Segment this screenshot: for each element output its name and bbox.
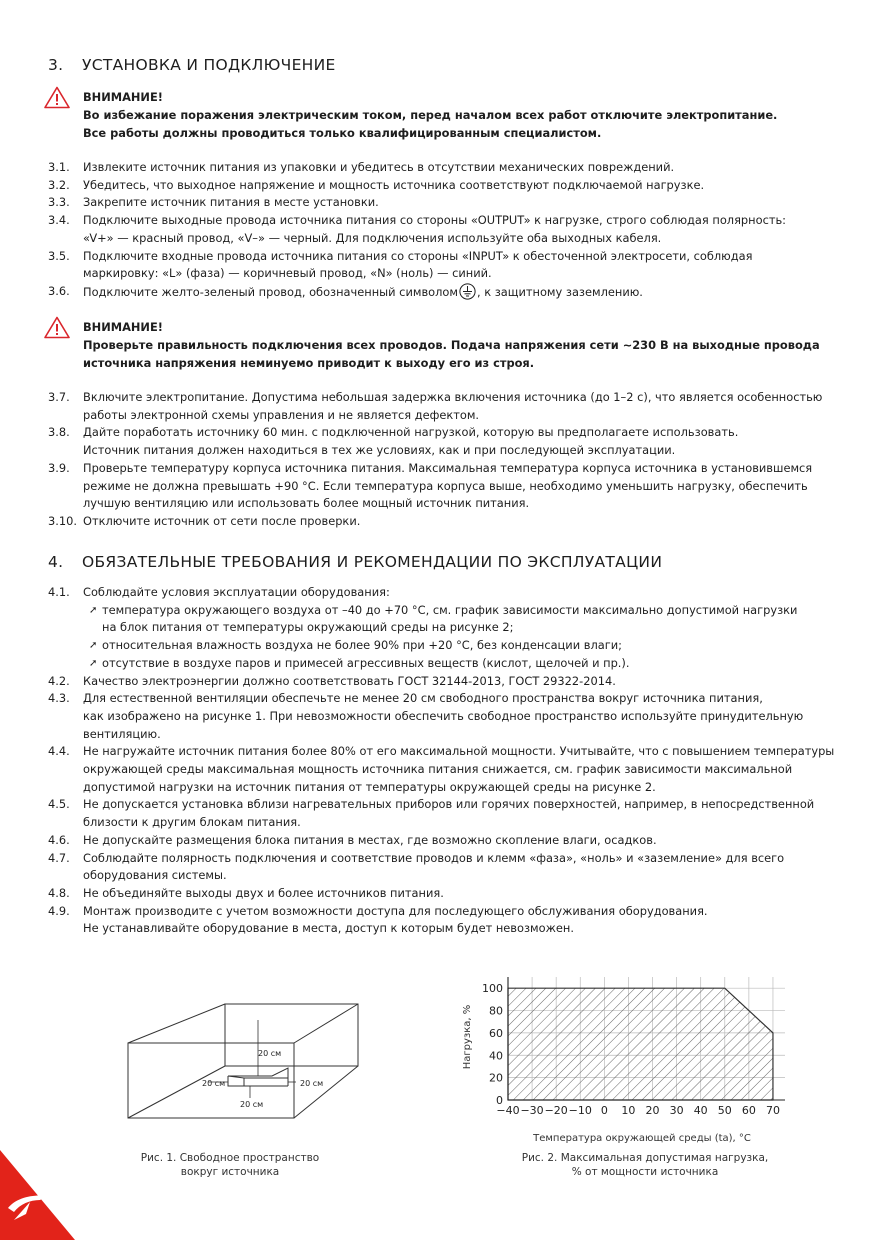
figure-1-diagram bbox=[120, 998, 370, 1128]
chart-y-label: Нагрузка, % bbox=[462, 1004, 473, 1070]
list-item: 3.7. Включите электропитание. Допустима небольшая задержка включения источника (до 1–2 с), что является особенностью работы электронной схемы управления и не является дефектом. bbox=[48, 390, 823, 422]
list-item: 3.9. Проверьте температуру корпуса источника питания. Максимальная температура корпуса источника в установившемся режиме не должна превышать +90 °C. Если температура корпуса выше, необходимо уменьшить нагрузку, обеспечить лучшую вентиляцию или использовать более мощный источник питания. bbox=[48, 460, 813, 511]
warning-triangle-icon bbox=[44, 316, 70, 339]
list-item: 3.8. Дайте поработать источнику 60 мин. с подключенной нагрузкой, которую вы предполагаете использовать. Источник питания должен находиться в тех же условиях, как и при последующей эксплуатации. bbox=[48, 425, 739, 458]
figure-1-label-top: 20 см bbox=[258, 1049, 282, 1058]
section-3-number: 3. bbox=[48, 56, 64, 74]
section-3-list-b bbox=[48, 389, 848, 531]
list-item: 3.6. Подключите желто-зеленый провод, обозначенный символом , к защитному заземлению. bbox=[48, 283, 643, 299]
x-tick-label: −30 bbox=[520, 1104, 544, 1117]
list-item: 4.2. Качество электроэнергии должно соответствовать ГОСТ 32144-2013, ГОСТ 29322-2014. bbox=[48, 673, 616, 688]
arrow-bullet-icon: ➚ bbox=[89, 604, 98, 616]
figure-2-chart bbox=[440, 965, 800, 1145]
figure-1-label-right: 20 см bbox=[300, 1079, 324, 1088]
list-item: 3.4. Подключите выходные провода источника питания со стороны «OUTPUT» к нагрузке, строго соблюдая полярность: «V+» — красный провод, «V–» — черный. Для подключения используйте оба выходных кабеля. bbox=[48, 213, 787, 245]
section-3-title bbox=[48, 56, 336, 74]
list-item: 4.4. Не нагружайте источник питания более 80% от его максимальной мощности. Учитывайте, что с повышением температуры окружающей среды максимальная мощность источника питания снижается, см. график зависимости максимальной допустимой нагрузки на источник питания от температуры окружающей среды на рисунке 2. bbox=[48, 744, 835, 794]
figure-1-caption: Рис. 1. Свободное пространство вокруг источника bbox=[140, 1152, 320, 1178]
section-3-list-a bbox=[48, 159, 848, 302]
list-item: 3.3. Закрепите источник питания в месте установки. bbox=[48, 195, 379, 210]
list-item: 4.6. Не допускайте размещения блока питания в местах, где возможно скопление влаги, осадков. bbox=[48, 832, 657, 847]
x-tick-label: −10 bbox=[568, 1104, 592, 1117]
x-tick-label: 60 bbox=[741, 1104, 756, 1117]
section-3-heading: УСТАНОВКА И ПОДКЛЮЧЕНИЕ bbox=[82, 56, 336, 74]
figure-1-label-left: 20 см bbox=[202, 1079, 226, 1088]
warning-block-2 bbox=[44, 318, 844, 372]
chart-x-ticks bbox=[496, 1104, 780, 1117]
list-item: 3.2. Убедитесь, что выходное напряжение и мощность источника соответствуют подключаемой нагрузке. bbox=[48, 177, 705, 192]
y-tick-label: 40 bbox=[489, 1049, 503, 1063]
list-item: 4.3. Для естественной вентиляции обеспечьте не менее 20 см свободного пространства вокруг источника питания, как изображено на рисунке 1. При невозможности обеспечить свободное пространство используйте принудительную вентиляцию. bbox=[48, 691, 804, 741]
brand-logo-icon bbox=[0, 1150, 80, 1240]
chart-x-label: Температура окружающей среды (ta), °C bbox=[533, 1133, 751, 1144]
warning-1-heading: ВНИМАНИЕ! bbox=[83, 90, 163, 104]
y-tick-label: 80 bbox=[489, 1004, 503, 1018]
x-tick-label: 70 bbox=[765, 1104, 780, 1117]
x-tick-label: 50 bbox=[717, 1104, 732, 1117]
arrow-bullet-icon: ➚ bbox=[89, 640, 98, 652]
warning-block-1 bbox=[44, 88, 844, 142]
warning-triangle-icon bbox=[44, 86, 70, 109]
section-4-title bbox=[48, 553, 662, 571]
list-item: 4.1. Соблюдайте условия эксплуатации оборудования: ➚ температура окружающего воздуха от –40 до +70 °C, см. график зависимости максимально допустимой нагрузки на блок питания от температуры окружающий среды на рисунке 2; ➚ относительная влажность воздуха не более 90% при +20 °C, без конденсации влаги; ➚ отсутствие в воздухе паров и примесей агрессивных веществ (кислот, щелочей и пр.). bbox=[48, 584, 848, 673]
list-item: 4.5. Не допускается установка вблизи нагревательных приборов или горячих поверхностей, например, в непосредственной близости к другим блокам питания. bbox=[48, 797, 815, 830]
x-tick-label: 30 bbox=[669, 1104, 684, 1117]
x-tick-label: 40 bbox=[693, 1104, 708, 1117]
chart-y-ticks bbox=[482, 982, 503, 1107]
warning-1-line-1: Во избежание поражения электрическим током, перед началом всех работ отключите электропитание. bbox=[83, 108, 778, 122]
section-4-heading: ОБЯЗАТЕЛЬНЫЕ ТРЕБОВАНИЯ И РЕКОМЕНДАЦИИ ПО ЭКСПЛУАТАЦИИ bbox=[82, 553, 663, 571]
warning-2-line-1: Проверьте правильность подключения всех проводов. Подача напряжения сети ~230 В на выходные провода bbox=[83, 338, 820, 352]
list-item: 3.10. Отключите источник от сети после проверки. bbox=[48, 513, 361, 528]
warning-1-line-2: Все работы должны проводиться только квалифицированным специалистом. bbox=[83, 126, 602, 140]
y-tick-label: 100 bbox=[482, 982, 503, 996]
bullet-item: ➚ отсутствие в воздухе паров и примесей агрессивных веществ (кислот, щелочей и пр.). bbox=[83, 655, 848, 673]
list-item: 4.9. Монтаж производите с учетом возможности доступа для последующего обслуживания оборудования. Не устанавливайте оборудование в места, доступ к которым будет невозможен. bbox=[48, 903, 708, 936]
section-4-list bbox=[48, 584, 848, 938]
warning-2-line-2: источника напряжения неминуемо приводит к выходу его из строя. bbox=[83, 356, 535, 370]
figure-1-label-bottom: 20 см bbox=[240, 1100, 264, 1109]
bullet-item: ➚ относительная влажность воздуха не более 90% при +20 °C, без конденсации влаги; bbox=[83, 637, 848, 655]
list-item: 4.8. Не объединяйте выходы двух и более источников питания. bbox=[48, 885, 444, 900]
x-tick-label: −20 bbox=[544, 1104, 568, 1117]
list-item: 3.5. Подключите входные провода источника питания со стороны «INPUT» к обесточенной электросети, соблюдая маркировку: «L» (фаза) — коричневый провод, «N» (ноль) — синий. bbox=[48, 248, 753, 281]
chart-area-load bbox=[508, 988, 773, 1100]
y-tick-label: 60 bbox=[489, 1026, 503, 1040]
x-tick-label: −40 bbox=[496, 1104, 520, 1117]
list-item: 3.1. Извлеките источник питания из упаковки и убедитесь в отсутствии механических повреждений. bbox=[48, 160, 675, 174]
bullet-item: ➚ температура окружающего воздуха от –40 до +70 °C, см. график зависимости максимально допустимой нагрузки на блок питания от температуры окружающий среды на рисунке 2; bbox=[83, 602, 848, 637]
y-tick-label: 20 bbox=[489, 1071, 503, 1085]
ground-symbol-icon bbox=[459, 283, 476, 300]
warning-2-heading: ВНИМАНИЕ! bbox=[83, 320, 163, 334]
x-tick-label: 0 bbox=[600, 1104, 608, 1117]
figure-2-caption: Рис. 2. Максимальная допустимая нагрузка, % от мощности источника bbox=[521, 1152, 769, 1178]
x-tick-label: 20 bbox=[645, 1104, 660, 1117]
arrow-bullet-icon: ➚ bbox=[89, 657, 98, 669]
list-item: 4.7. Соблюдайте полярность подключения и соответствие проводов и клемм «фаза», «ноль» и «заземление» для всего оборудования системы. bbox=[48, 850, 785, 883]
x-tick-label: 10 bbox=[621, 1104, 636, 1117]
section-4-number: 4. bbox=[48, 553, 64, 571]
y-tick-label: 0 bbox=[496, 1094, 503, 1107]
